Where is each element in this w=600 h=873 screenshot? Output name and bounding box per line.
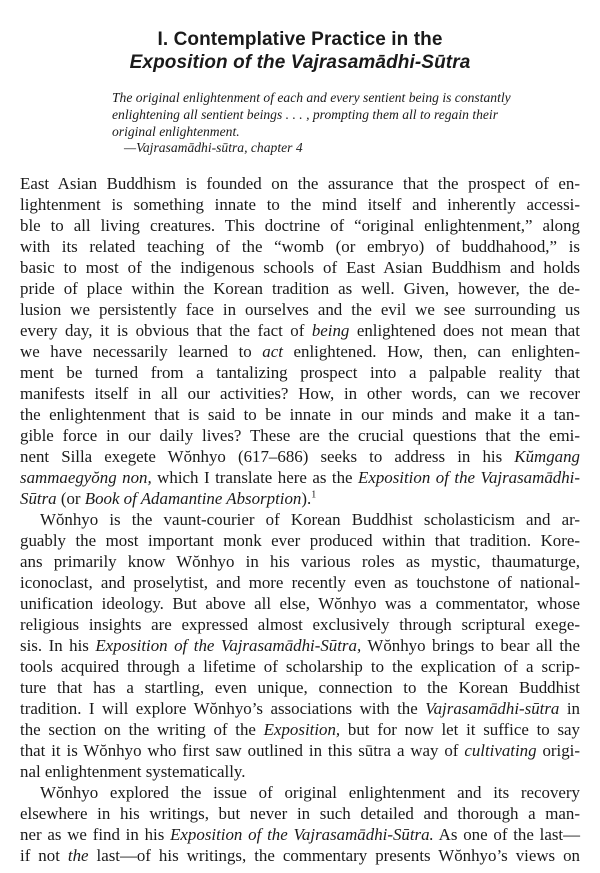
- text-line: lusion we persistently face in ourselves and the evil we see surrounding us: [20, 300, 580, 320]
- text-line: the enlightenment that is said to be innate in our minds and make it a tan-: [20, 405, 580, 425]
- text-line: pride of place within the Korean tradition as well. Given, however, the de-: [20, 279, 580, 299]
- text-line: nal enlightenment systematically.: [20, 762, 246, 782]
- epigraph-line: The original enlightenment of each and every sentient being is constantly: [112, 90, 511, 105]
- book-title: Vajrasamādhi-sūtra: [425, 699, 560, 719]
- body-text: [20, 173, 580, 866]
- epigraph-attribution: —Vajrasamādhi-sūtra, chapter 4: [124, 140, 303, 156]
- text-line: Sūtra (or Book of Adamantine Absorption).$^1$: [20, 489, 317, 509]
- chapter-heading: [20, 28, 580, 74]
- text-line: we have necessarily learned to act enlightened. How, then, can enlighten-: [20, 342, 580, 362]
- epigraph-line: original enlightenment.: [112, 123, 240, 139]
- text-line: sammaegyŏng non, which I translate here as the Exposition of the Vajrasamādhi-: [20, 468, 580, 488]
- book-title: Exposition of the Vajrasamādhi-Sūtra,: [95, 636, 362, 656]
- text-line: iconoclast, and proselytist, and more recently even as touchstone of national-: [20, 573, 580, 593]
- heading-line-2: Exposition of the Vajrasamādhi-Sūtra: [129, 52, 471, 73]
- epigraph-line: enlightening all sentient beings . . . , prompting them all to regain their: [112, 106, 499, 122]
- paragraph-3: [20, 782, 580, 866]
- text-line: ner as we find in his Exposition of the Vajrasamādhi-Sūtra. As one of the last—: [20, 825, 581, 845]
- text-line: lightenment is something innate to the mind itself and inherently accessi-: [20, 195, 580, 215]
- text-line: East Asian Buddhism is founded on the assurance that the prospect of en-: [20, 174, 580, 194]
- text-line: gible force in our daily lives? These are the crucial questions that the emi-: [20, 426, 580, 446]
- text-line: Wŏnhyo is the vaunt-courier of Korean Buddhist scholasticism and ar-: [40, 510, 580, 530]
- text-line: tradition. I will explore Wŏnhyo’s associations with the Vajrasamādhi-sūtra in: [20, 699, 580, 719]
- text-line: every day, it is obvious that the fact of being enlightened does not mean that: [20, 321, 581, 341]
- emphasis: act: [262, 342, 283, 362]
- text-line: if not the last—of his writings, the commentary presents Wŏnhyo’s views on: [20, 846, 580, 866]
- text-line: Wŏnhyo explored the issue of original enlightenment and its recovery: [40, 783, 580, 803]
- text-line: tools acquired through a lifetime of scholarship to the explication of a scrip-: [20, 657, 580, 677]
- text-line: with its related teaching of the “womb (or embryo) of buddhahood,” is: [20, 237, 580, 257]
- book-title: Kŭmgang: [514, 447, 580, 467]
- footnote-marker[interactable]: 1: [311, 489, 317, 501]
- text-line: manifests itself in all our activities? How, in other words, can we recover: [20, 384, 580, 404]
- heading-line-1: I. Contemplative Practice in the: [157, 29, 443, 50]
- text-line: that it is Wŏnhyo who first saw outlined in this sūtra a way of cultivating origi-: [20, 741, 580, 761]
- text-line: unification ideology. But above all else, Wŏnhyo was a commentator, whose: [20, 594, 580, 614]
- text-line: guably the most important monk ever produced within that tradition. Kore-: [20, 531, 580, 551]
- book-title: Exposition of the Vajrasamādhi-: [358, 468, 580, 488]
- text-line: religious insights are expressed almost exclusively through scriptural exege-: [20, 615, 580, 635]
- emphasis: being: [311, 321, 350, 341]
- text-line: ture that has a startling, even unique, connection to the Korean Buddhist: [20, 678, 580, 698]
- book-title: Book of Adamantine Absorption: [84, 489, 302, 509]
- epigraph: [112, 90, 544, 157]
- book-title: Sūtra: [20, 489, 57, 509]
- paragraph-1: [20, 173, 580, 509]
- emphasis: cultivating: [464, 741, 537, 761]
- emphasis: the: [67, 846, 89, 866]
- text-line: ans primarily know Wŏnhyo in his various roles as mystic, thaumaturge,: [20, 552, 580, 572]
- text-line: ment be turned from a tantalizing prospect into a palpable reality that: [20, 363, 580, 383]
- text-line: sis. In his Exposition of the Vajrasamādhi-Sūtra, Wŏnhyo brings to bear all the: [20, 636, 581, 656]
- book-title: sammaegyŏng non,: [20, 468, 152, 488]
- book-title: Exposition of the Vajrasamādhi-Sūtra.: [170, 825, 434, 845]
- text-line: elsewhere in his writings, but never in such detailed and thorough a man-: [20, 804, 580, 824]
- text-line: ble to all living creatures. This doctrine of “original enlightenment,” along: [20, 216, 580, 236]
- paragraph-2: [20, 509, 580, 782]
- text-line: nent Silla exegete Wŏnhyo (617–686) seeks to address in his Kŭmgang: [20, 447, 580, 467]
- text-line: the section on the writing of the Exposition, but for now let it suffice to say: [20, 720, 580, 740]
- book-title: Exposition,: [263, 720, 341, 740]
- text-line: basic to most of the indigenous schools of East Asian Buddhism and holds: [20, 258, 580, 278]
